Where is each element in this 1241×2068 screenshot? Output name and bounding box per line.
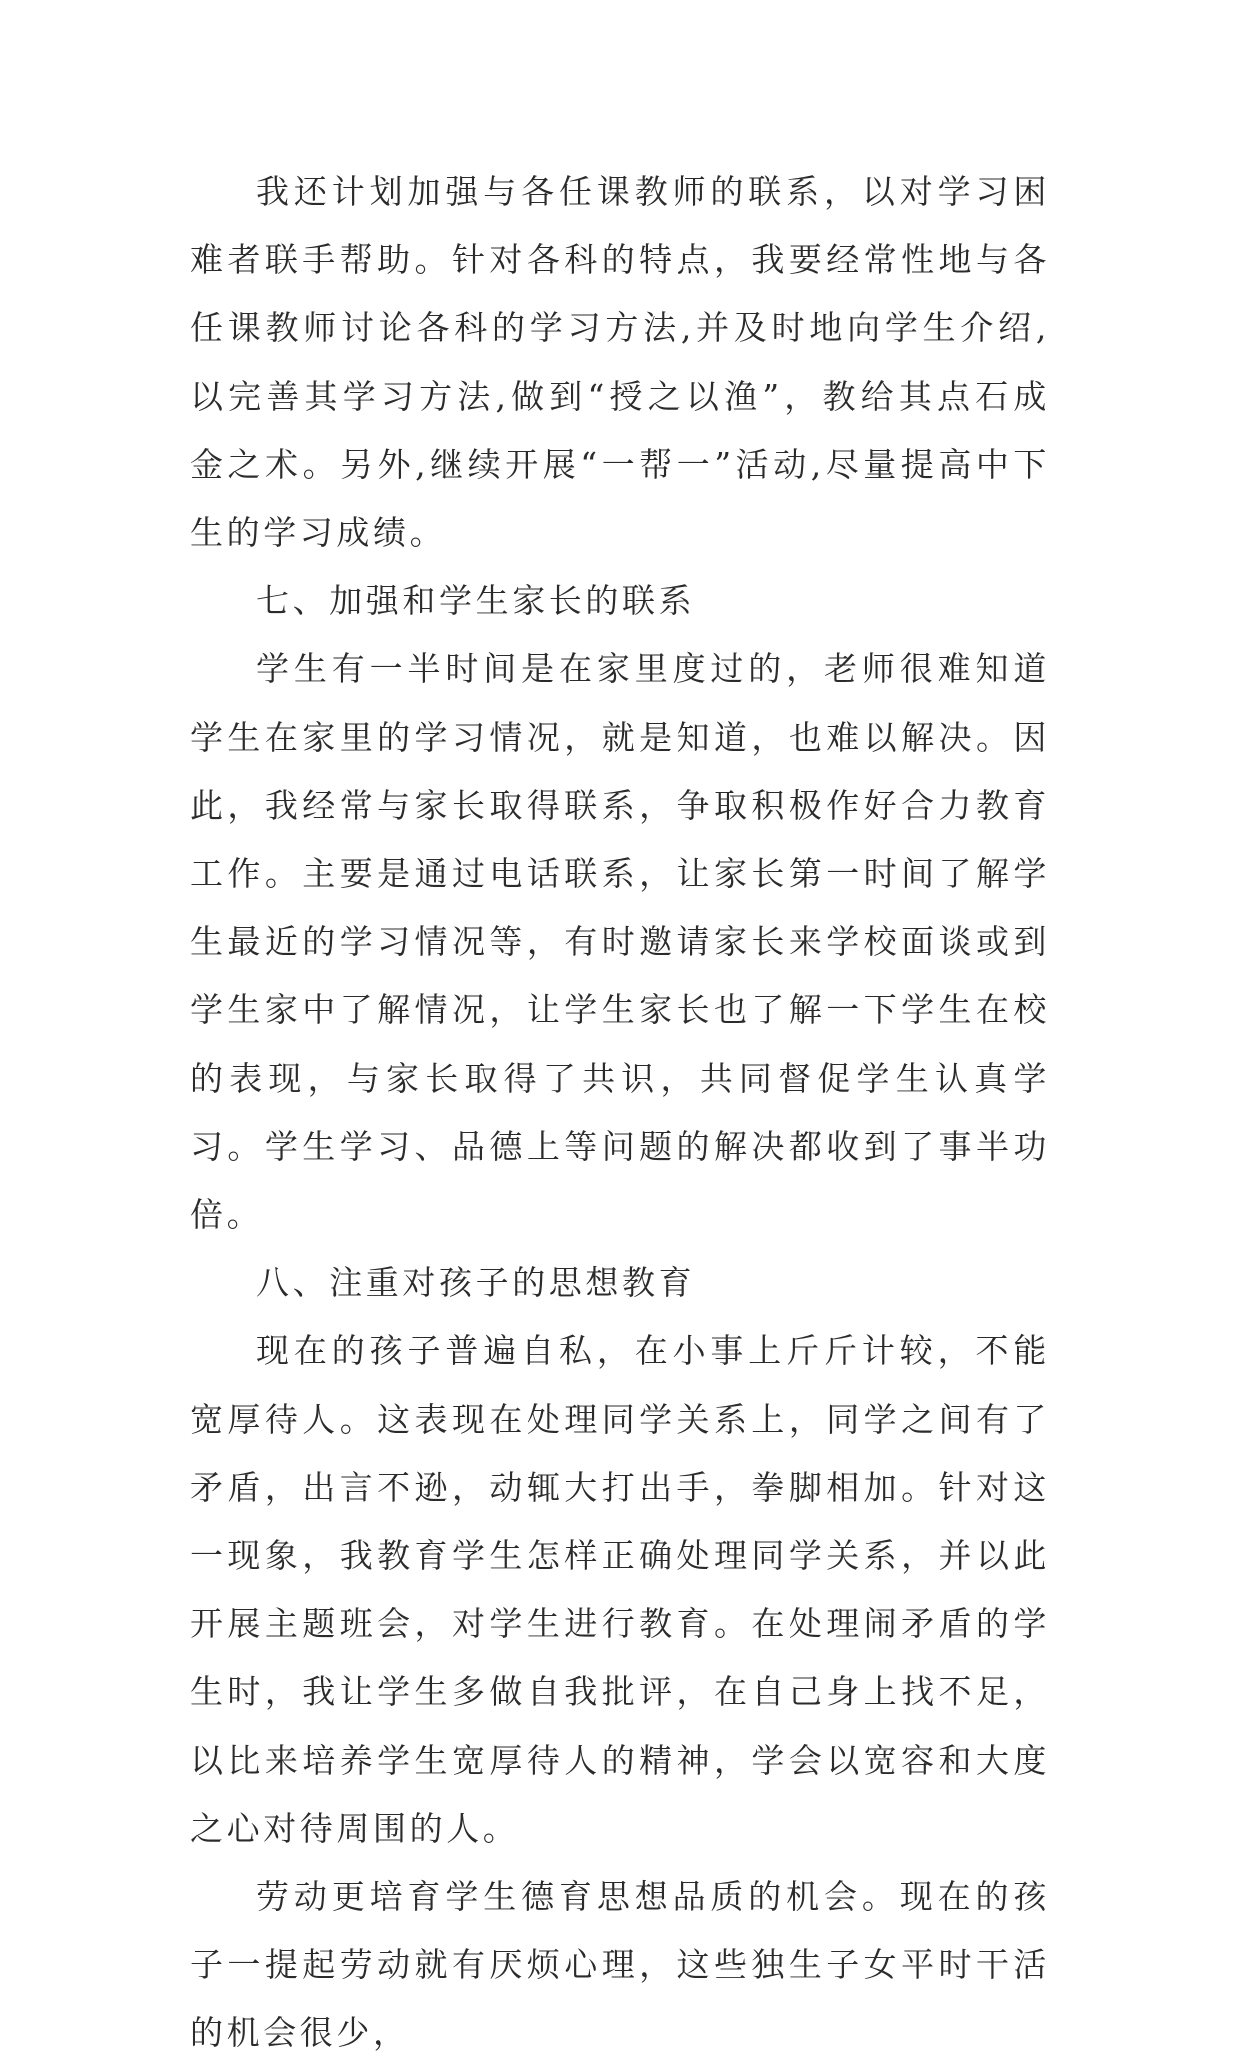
section-heading-8: 八、注重对孩子的思想教育	[256, 1263, 696, 1303]
document-body	[190, 158, 1050, 2068]
section-heading-7: 七、加强和学生家长的联系	[256, 581, 696, 621]
paragraph-labor-education: 劳动更培育学生德育思想品质的机会。现在的孩子一提起劳动就有厌烦心理，这些独生子女平时干活的机会很少，	[190, 1877, 1050, 2053]
paragraph-parent-contact: 学生有一半时间是在家里度过的，老师很难知道学生在家里的学习情况，就是知道，也难以解决。因此，我经常与家长取得联系，争取积极作好合力教育工作。主要是通过电话联系，让家长第一时间了解学生最近的学习情况等，有时邀请家长来学校面谈或到学生家中了解情况，让学生家长也了解一下学生在校的表现，与家长取得了共识，共同督促学生认真学习。学生学习、品德上等问题的解决都收到了事半功倍。	[190, 649, 1050, 1235]
paragraph-teacher-contact: 我还计划加强与各任课教师的联系，以对学习困难者联手帮助。针对各科的特点，我要经常性地与各任课教师讨论各科的学习方法,并及时地向学生介绍,以完善其学习方法,做到“授之以渔”，教给其点石成金之术。另外,继续开展“一帮一”活动,尽量提高中下生的学习成绩。	[190, 172, 1050, 553]
paragraph-moral-education: 现在的孩子普遍自私，在小事上斤斤计较，不能宽厚待人。这表现在处理同学关系上，同学之间有了矛盾，出言不逊，动辄大打出手，拳脚相加。针对这一现象，我教育学生怎样正确处理同学关系，并以此开展主题班会，对学生进行教育。在处理闹矛盾的学生时，我让学生多做自我批评，在自己身上找不足，以比来培养学生宽厚待人的精神，学会以宽容和大度之心对待周围的人。	[190, 1331, 1050, 1848]
